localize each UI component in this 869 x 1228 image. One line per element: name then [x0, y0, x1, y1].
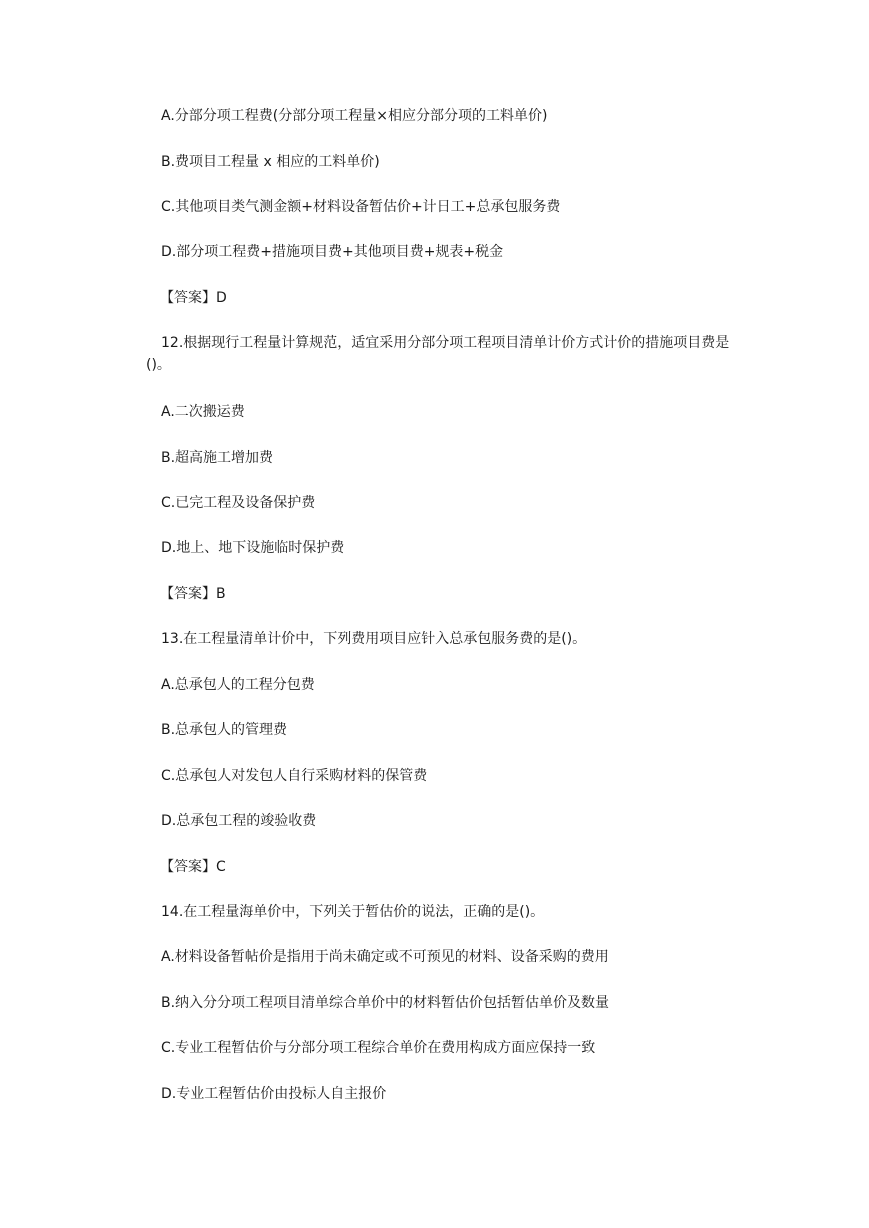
q13-answer: 【答案】C	[160, 859, 226, 875]
q12-option-c: C.已完工程及设备保护费	[161, 495, 316, 511]
q13-option-b: B.总承包人的管理费	[161, 722, 288, 738]
q14-option-b: B.纳入分分项工程项目清单综合单价中的材料暂估价包括暂估单价及数量	[161, 995, 610, 1011]
q11-answer: 【答案】D	[160, 290, 227, 306]
q14-option-a: A.材料设备暂帖价是指用于尚未确定或不可预见的材料、设备采购的费用	[161, 949, 609, 965]
q13-question: 13.在工程量清单计价中，下列费用项目应针入总承包服务费的是()。	[161, 631, 587, 647]
q11-option-d: D.部分项工程费+措施项目费+其他项目费+规表+税金	[161, 244, 504, 260]
q12-option-d: D.地上、地下设施临时保护费	[161, 540, 345, 556]
q14-option-d: D.专业工程暂估价由投标人自主报价	[161, 1086, 387, 1102]
q13-option-a: A.总承包人的工程分包费	[161, 677, 315, 693]
q13-option-c: C.总承包人对发包人自行采购材料的保管费	[161, 768, 428, 784]
q14-question: 14.在工程量海单价中，下列关于暂估价的说法，正确的是()。	[161, 904, 545, 920]
q11-option-c: C.其他项目类气测金额+材料设备暂估价+计日工+总承包服务费	[161, 199, 561, 215]
q12-answer: 【答案】B	[160, 586, 226, 602]
q11-option-a: A.分部分项工程费(分部分项工程量×相应分部分项的工料单价)	[161, 108, 548, 124]
q13-option-d: D.总承包工程的竣验收费	[161, 813, 317, 829]
q12-option-a: A.二次搬运费	[161, 404, 245, 420]
q12-option-b: B.超高施工增加费	[161, 450, 274, 466]
q14-option-c: C.专业工程暂估价与分部分项工程综合单价在费用构成方面应保持一致	[161, 1040, 596, 1056]
q11-option-b: B.费项目工程量 x 相应的工料单价)	[161, 154, 380, 170]
q12-question: 12.根据现行工程量计算规范，适宜采用分部分项工程项目清单计价方式计价的措施项目费是()。	[146, 335, 730, 373]
